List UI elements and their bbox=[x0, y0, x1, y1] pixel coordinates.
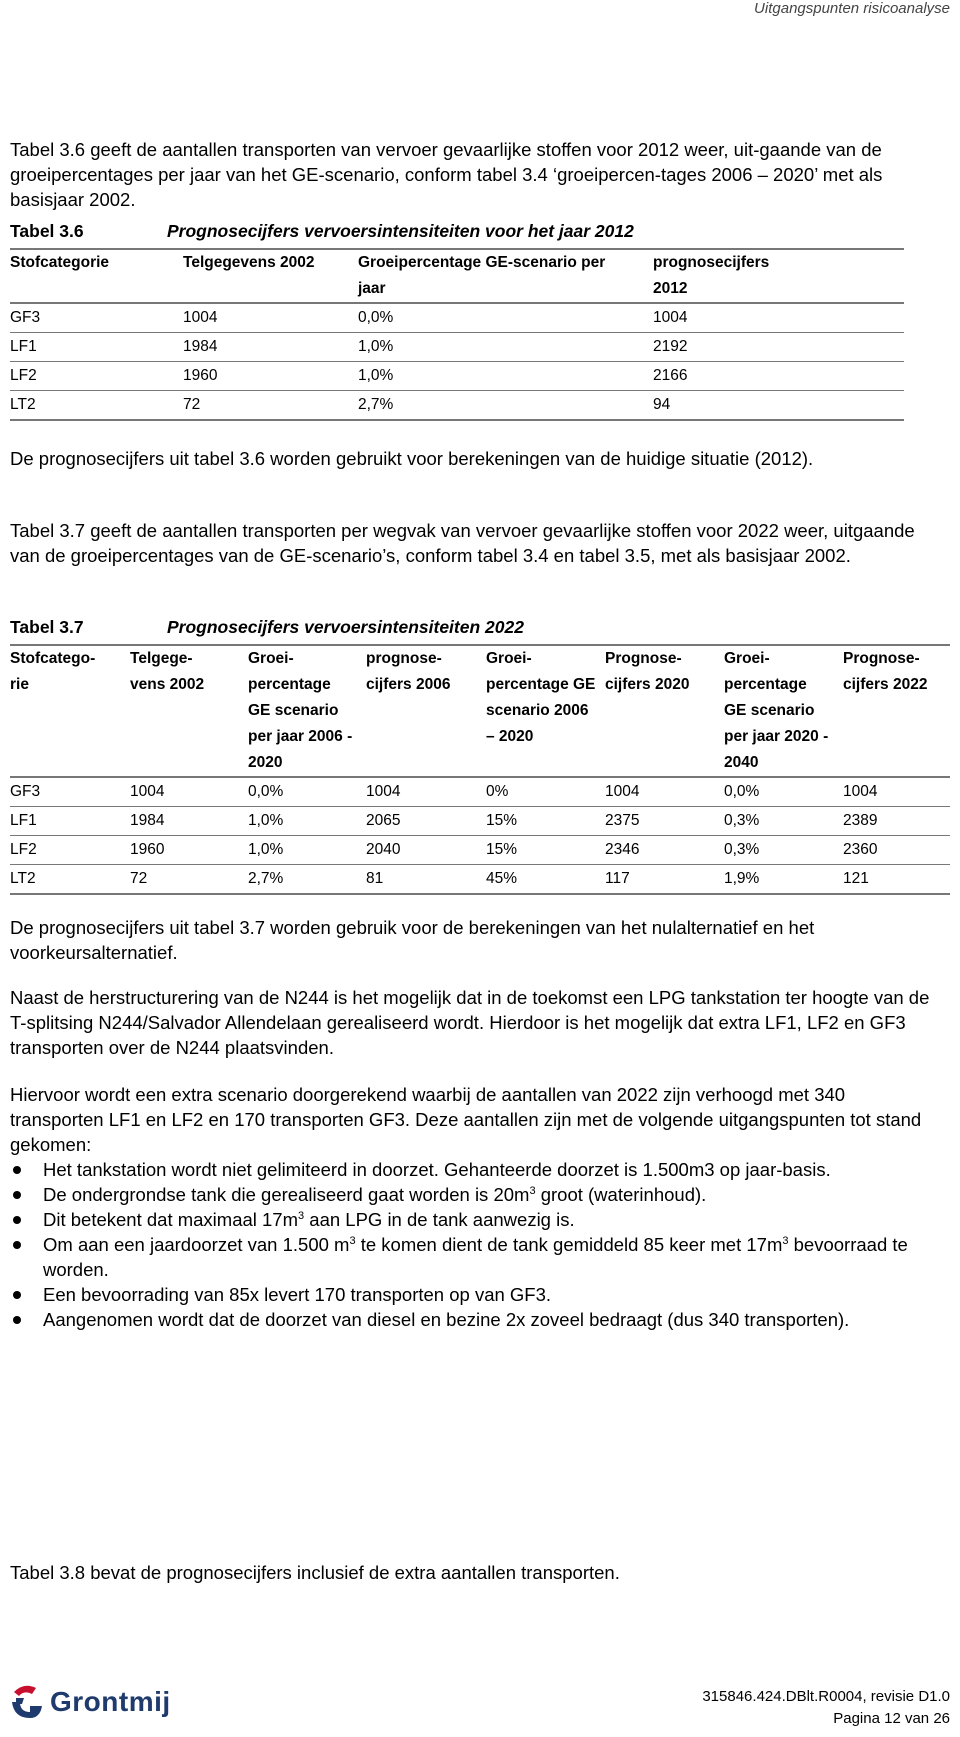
table-cell: 2360 bbox=[843, 836, 950, 865]
table-cell: LT2 bbox=[10, 865, 130, 895]
table-row bbox=[10, 836, 950, 865]
table-title: Prognosecijfers vervoersintensiteiten voor het jaar 2012 bbox=[167, 221, 634, 241]
table-label: Tabel 3.7 bbox=[10, 617, 84, 637]
bullet-icon bbox=[13, 1191, 21, 1199]
table-cell: 1984 bbox=[130, 807, 248, 836]
bullet-icon bbox=[13, 1316, 21, 1324]
table-cell: LT2 bbox=[10, 391, 183, 421]
list-item bbox=[10, 1282, 940, 1307]
table-row bbox=[10, 865, 950, 895]
column-header: Telgege-vens 2002 bbox=[130, 645, 248, 777]
list-item-text: Het tankstation wordt niet gelimiteerd in doorzet. Gehanteerde doorzet is 1.500m3 op jaar-basis. bbox=[43, 1159, 831, 1180]
table-cell: 2040 bbox=[366, 836, 486, 865]
table-cell: 2065 bbox=[366, 807, 486, 836]
list-item bbox=[10, 1307, 940, 1332]
table-cell: 0% bbox=[486, 777, 605, 807]
table-cell: 1004 bbox=[653, 303, 904, 333]
table-cell: 0,3% bbox=[724, 807, 843, 836]
table-header-row bbox=[10, 645, 950, 777]
table-cell: 94 bbox=[653, 391, 904, 421]
list-item bbox=[10, 1232, 940, 1282]
table-cell: 1960 bbox=[183, 362, 358, 391]
list-item-text: Aangenomen wordt dat de doorzet van diesel en bezine 2x zoveel bedraagt (dus 340 transporten). bbox=[43, 1309, 850, 1330]
table-cell: 81 bbox=[366, 865, 486, 895]
table-cell: 2,7% bbox=[358, 391, 653, 421]
column-header: Stofcatego-rie bbox=[10, 645, 130, 777]
bullet-icon bbox=[13, 1216, 21, 1224]
column-header: Prognose-cijfers 2022 bbox=[843, 645, 950, 777]
table-cell: 0,0% bbox=[724, 777, 843, 807]
superscript: 3 bbox=[349, 1234, 356, 1247]
table-cell: 1004 bbox=[183, 303, 358, 333]
column-header: Groei-percentage GE scenario per jaar 2020 - 2040 bbox=[724, 645, 843, 777]
column-header: Groei-percentage GE scenario 2006 – 2020 bbox=[486, 645, 605, 777]
bullet-icon bbox=[13, 1241, 21, 1249]
table-cell: LF1 bbox=[10, 333, 183, 362]
table-cell: 2166 bbox=[653, 362, 904, 391]
table-3-6 bbox=[10, 248, 904, 421]
table-cell: 15% bbox=[486, 836, 605, 865]
paragraph-table-3-7-intro: Tabel 3.7 geeft de aantallen transporten per wegvak van vervoer gevaarlijke stoffen voor 2022 weer, uitgaande van de groeipercentages van de GE-scenario’s, conform tabel 3.4 en tabel 3.5, met als basisjaar 2002. bbox=[10, 520, 915, 566]
table-cell: 1960 bbox=[130, 836, 248, 865]
assumptions-list bbox=[10, 1157, 940, 1332]
list-item-text: bevoorraad te worden. bbox=[43, 1234, 908, 1280]
table-row bbox=[10, 362, 904, 391]
list-item bbox=[10, 1207, 940, 1232]
list-item-text: groot (waterinhoud). bbox=[535, 1184, 707, 1205]
table-cell: LF2 bbox=[10, 836, 130, 865]
superscript: 3 bbox=[529, 1184, 536, 1197]
paragraph-after-table-3-7: De prognosecijfers uit tabel 3.7 worden gebruik voor de berekeningen van het nulalternatief en het voorkeursalternatief. bbox=[10, 917, 815, 963]
grontmij-logo-icon bbox=[10, 1682, 44, 1722]
table-3-6-caption bbox=[10, 221, 634, 242]
table-cell: 1984 bbox=[183, 333, 358, 362]
document-code: 315846.424.DBlt.R0004, revisie D1.0 bbox=[702, 1688, 950, 1705]
table-cell: 121 bbox=[843, 865, 950, 895]
list-item bbox=[10, 1182, 940, 1207]
bullet-icon bbox=[13, 1166, 21, 1174]
table-header-row bbox=[10, 249, 904, 303]
table-cell: LF2 bbox=[10, 362, 183, 391]
list-item bbox=[10, 1157, 940, 1182]
list-item-text: Een bevoorrading van 85x levert 170 transporten op van GF3. bbox=[43, 1284, 552, 1305]
table-cell: 2,7% bbox=[248, 865, 366, 895]
table-cell: 1,9% bbox=[724, 865, 843, 895]
table-title: Prognosecijfers vervoersintensiteiten 2022 bbox=[167, 617, 524, 637]
table-cell: 117 bbox=[605, 865, 724, 895]
superscript: 3 bbox=[298, 1209, 305, 1222]
table-row bbox=[10, 777, 950, 807]
table-cell: 1,0% bbox=[248, 836, 366, 865]
paragraph-table-3-8-intro: Tabel 3.8 bevat de prognosecijfers inclusief de extra aantallen transporten. bbox=[10, 1562, 620, 1583]
table-cell: 1004 bbox=[843, 777, 950, 807]
table-row bbox=[10, 391, 904, 421]
paragraph-after-table-3-6: De prognosecijfers uit tabel 3.6 worden gebruikt voor berekeningen van de huidige situatie (2012). bbox=[10, 448, 814, 469]
list-item-text: aan LPG in de tank aanwezig is. bbox=[304, 1209, 575, 1230]
logo-text: Grontmij bbox=[50, 1686, 171, 1717]
table-cell: 0,0% bbox=[358, 303, 653, 333]
table-label: Tabel 3.6 bbox=[10, 221, 84, 241]
table-cell: 72 bbox=[183, 391, 358, 421]
paragraph-extra-scenario: Hiervoor wordt een extra scenario doorgerekend waarbij de aantallen van 2022 zijn verhoogd met 340 transporten LF1 en LF2 en 170 transporten GF3. Deze aantallen zijn met de volgende uitgangspunten tot stand gekomen: bbox=[10, 1084, 922, 1155]
list-item-text: Dit betekent dat maximaal 17m bbox=[43, 1209, 299, 1230]
table-cell: 0,3% bbox=[724, 836, 843, 865]
column-header: Prognose-cijfers 2020 bbox=[605, 645, 724, 777]
table-cell: 2192 bbox=[653, 333, 904, 362]
table-cell: 1,0% bbox=[248, 807, 366, 836]
table-cell: 1004 bbox=[130, 777, 248, 807]
paragraph-lpg-station: Naast de herstructurering van de N244 is het mogelijk dat in de toekomst een LPG tankstation ter hoogte van de T-splitsing N244/Salvador Allendelaan gerealiseerd wordt. Hierdoor is het mogelijk dat extra LF1, LF2 en GF3 transporten over de N244 plaatsvinden. bbox=[10, 987, 930, 1058]
table-row bbox=[10, 303, 904, 333]
table-3-7 bbox=[10, 644, 950, 895]
table-cell: 2346 bbox=[605, 836, 724, 865]
table-cell: 2375 bbox=[605, 807, 724, 836]
table-cell: 1,0% bbox=[358, 362, 653, 391]
table-row bbox=[10, 333, 904, 362]
list-item-text: Om aan een jaardoorzet van 1.500 m bbox=[43, 1234, 350, 1255]
table-row bbox=[10, 807, 950, 836]
table-cell: 1004 bbox=[605, 777, 724, 807]
table-3-7-caption bbox=[10, 617, 524, 638]
table-cell: 0,0% bbox=[248, 777, 366, 807]
table-cell: 72 bbox=[130, 865, 248, 895]
table-cell: 45% bbox=[486, 865, 605, 895]
superscript: 3 bbox=[782, 1234, 789, 1247]
table-cell: 1004 bbox=[366, 777, 486, 807]
page-header: Uitgangspunten risicoanalyse bbox=[754, 0, 950, 17]
column-header: prognose-cijfers 2006 bbox=[366, 645, 486, 777]
table-cell: 1,0% bbox=[358, 333, 653, 362]
table-cell: 15% bbox=[486, 807, 605, 836]
grontmij-logo bbox=[10, 1680, 171, 1724]
column-header: Stofcategorie bbox=[10, 249, 183, 303]
column-header: Groei-percentage GE scenario per jaar 2006 - 2020 bbox=[248, 645, 366, 777]
table-cell: GF3 bbox=[10, 303, 183, 333]
table-cell: 2389 bbox=[843, 807, 950, 836]
list-item-text: te komen dient de tank gemiddeld 85 keer met 17m bbox=[355, 1234, 783, 1255]
intro-paragraph: Tabel 3.6 geeft de aantallen transporten van vervoer gevaarlijke stoffen voor 2012 weer, uit-gaande van de groeipercentages per jaar van het GE-scenario, conform tabel 3.4 ‘groeipercen-tages 2006 – 2020’ met als basisjaar 2002. bbox=[10, 139, 883, 210]
column-header: prognosecijfers 2012 bbox=[653, 249, 904, 303]
bullet-icon bbox=[13, 1291, 21, 1299]
column-header: Telgegevens 2002 bbox=[183, 249, 358, 303]
table-cell: LF1 bbox=[10, 807, 130, 836]
list-item-text: De ondergrondse tank die gerealiseerd gaat worden is 20m bbox=[43, 1184, 530, 1205]
table-cell: GF3 bbox=[10, 777, 130, 807]
page-number: Pagina 12 van 26 bbox=[833, 1710, 950, 1727]
column-header: Groeipercentage GE-scenario per jaar bbox=[358, 249, 653, 303]
